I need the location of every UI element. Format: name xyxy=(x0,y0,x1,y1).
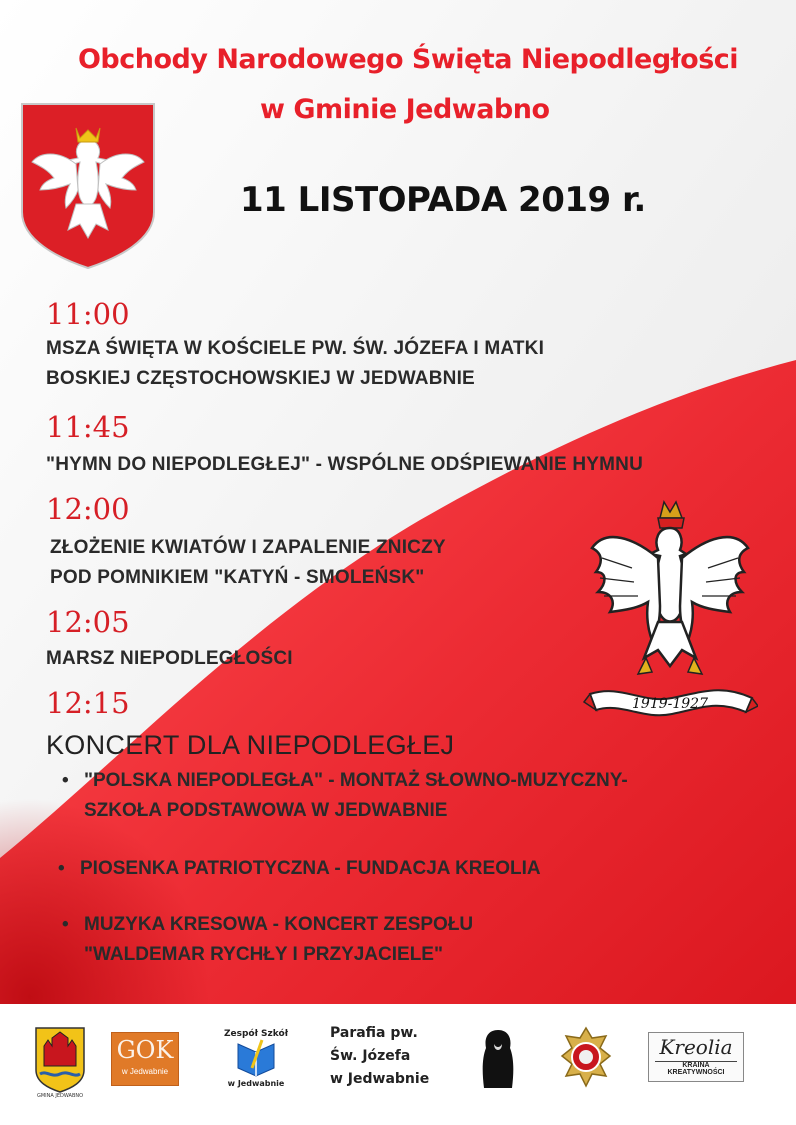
banner-years: 1919-1927 xyxy=(632,696,708,712)
event-line: ZŁOŻENIE KWIATÓW I ZAPALENIE ZNICZY xyxy=(50,537,446,558)
event-march xyxy=(46,644,293,674)
parish-label xyxy=(330,1022,429,1091)
parish-line: Św. Józefa xyxy=(330,1048,411,1064)
school-label-bottom: w Jedwabnie xyxy=(227,1079,285,1088)
kreolia-label: Kreolia xyxy=(659,1035,733,1059)
concert-item xyxy=(62,766,628,826)
event-flowers xyxy=(50,533,446,593)
event-title: Obchody Narodowego Święta Niepodległości xyxy=(77,44,739,75)
bullet-icon: • xyxy=(62,770,69,791)
concert-item xyxy=(62,910,473,970)
event-line: POD POMNIKIEM "KATYŃ - SMOLEŃSK" xyxy=(50,567,425,588)
concert-line: SZKOŁA PODSTAWOWA W JEDWABNIE xyxy=(84,800,448,821)
time-1200: 12:00 xyxy=(46,492,130,526)
concert-line: "WALDEMAR RYCHŁY I PRZYJACIELE" xyxy=(84,944,443,965)
gmina-label: GMINA JEDWABNO xyxy=(36,1093,84,1098)
concert-line: "POLSKA NIEPODLEGŁA" - MONTAŻ SŁOWNO-MUZYCZNY- xyxy=(84,770,628,791)
event-mass xyxy=(46,334,544,394)
concert-line: MUZYKA KRESOWA - KONCERT ZESPOŁU xyxy=(84,914,474,935)
school-logo xyxy=(224,1024,288,1088)
fire-brigade-badge-icon xyxy=(560,1026,612,1088)
time-1145: 11:45 xyxy=(46,410,130,444)
event-hymn xyxy=(46,450,643,480)
event-line: BOSKIEJ CZĘSTOCHOWSKIEJ W JEDWABNIE xyxy=(46,368,475,389)
event-date: 11 LISTOPADA 2019 r. xyxy=(240,180,646,220)
concert-line: PIOSENKA PATRIOTYCZNA - FUNDACJA KREOLIA xyxy=(80,858,541,879)
school-label-top: Zespół Szkół xyxy=(224,1029,288,1039)
gmina-jedwabno-logo xyxy=(34,1026,86,1098)
time-1100: 11:00 xyxy=(46,297,130,331)
gok-label: GOK xyxy=(116,1036,174,1064)
concert-heading: KONCERT DLA NIEPODLEGŁEJ xyxy=(46,730,455,760)
kreolia-sub: KRAINA KREATYWNOŚCI xyxy=(655,1061,737,1076)
saint-joseph-icon xyxy=(480,1028,516,1090)
time-1205: 12:05 xyxy=(46,605,130,639)
event-line: MSZA ŚWIĘTA W KOŚCIELE PW. ŚW. JÓZEFA I MATKI xyxy=(46,338,545,359)
polish-coat-of-arms-icon xyxy=(18,100,158,272)
parish-line: Parafia pw. xyxy=(330,1025,418,1041)
event-subtitle: w Gminie Jedwabno xyxy=(260,94,550,125)
gok-sub: w Jedwabnie xyxy=(121,1067,169,1076)
event-line: "HYMN DO NIEPODLEGŁEJ" - WSPÓLNE ODŚPIEWANIE HYMNU xyxy=(46,454,644,475)
event-line: MARSZ NIEPODLEGŁOŚCI xyxy=(46,648,293,669)
time-1215: 12:15 xyxy=(46,686,130,720)
bullet-icon: • xyxy=(62,914,69,935)
gok-logo xyxy=(111,1032,179,1086)
legion-eagle-icon xyxy=(582,498,758,738)
kreolia-logo xyxy=(648,1032,744,1082)
parish-line: w Jedwabnie xyxy=(330,1071,430,1087)
bullet-icon: • xyxy=(58,858,65,879)
concert-item xyxy=(58,854,541,884)
